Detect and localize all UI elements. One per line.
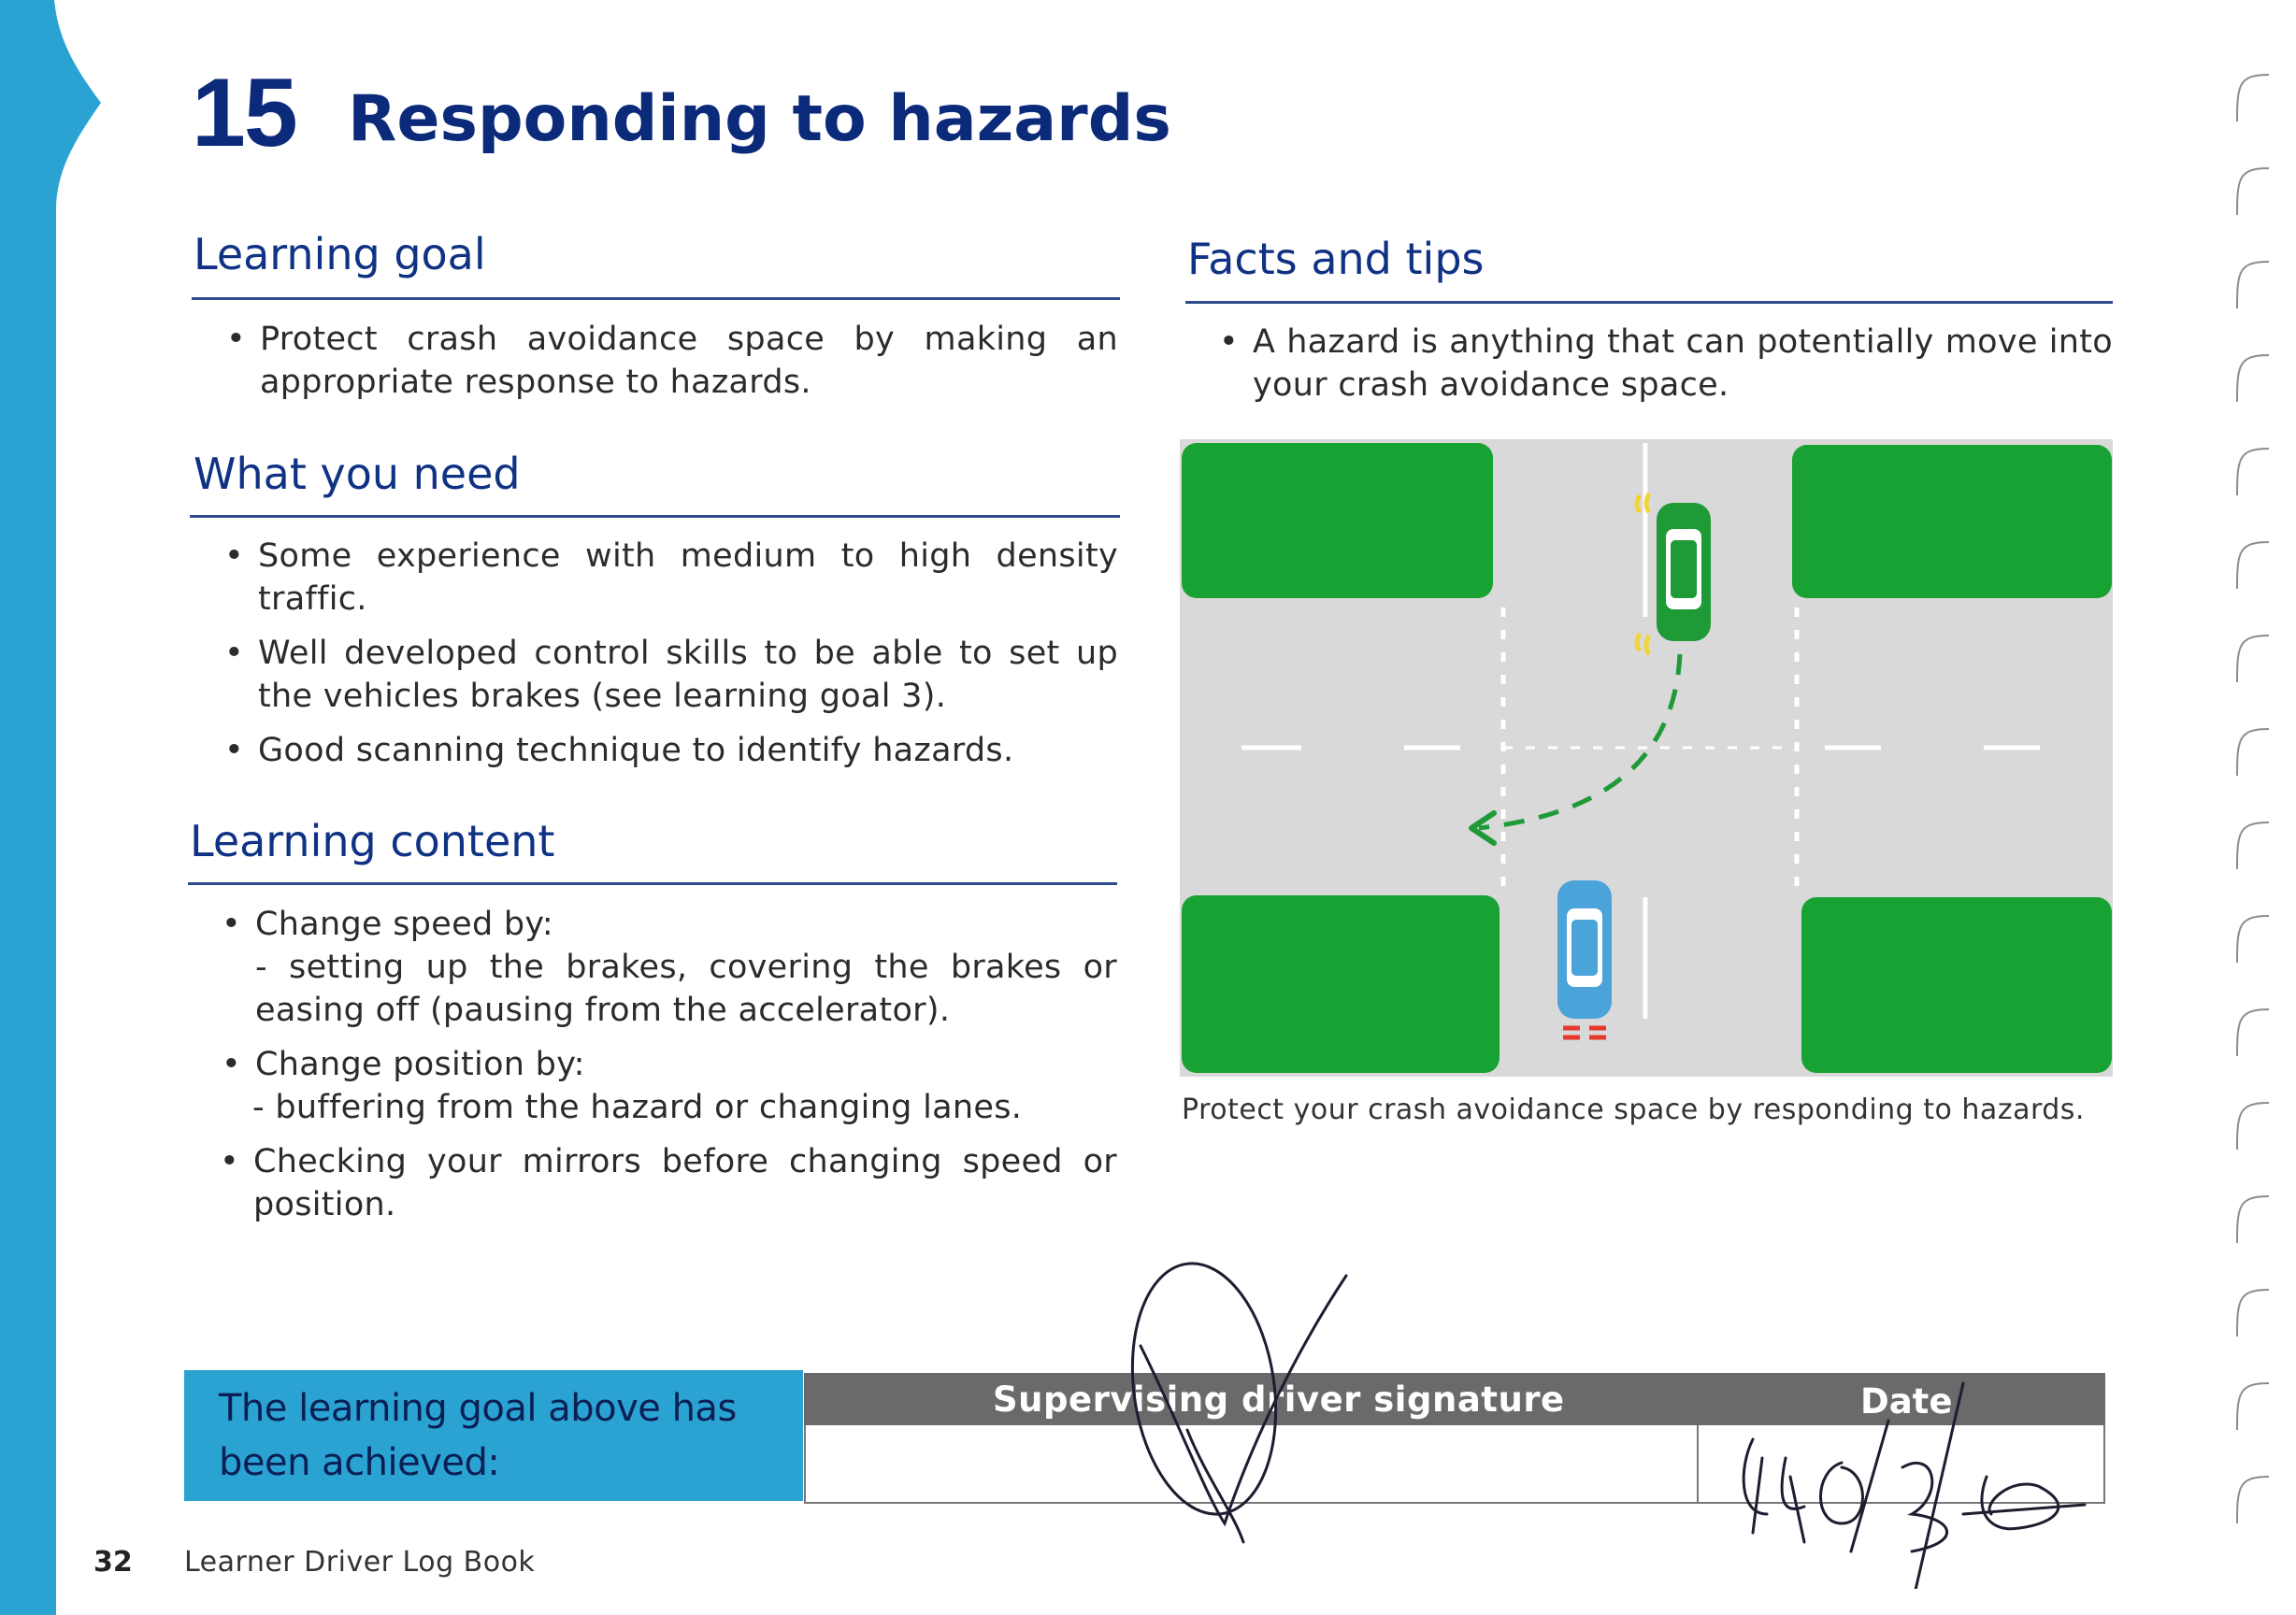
list-item: • Protect crash avoidance space by making an appropriate response to hazards. bbox=[260, 318, 1118, 404]
learning-content-heading: Learning content bbox=[190, 816, 555, 866]
signature-label: Supervising driver signature bbox=[993, 1379, 1565, 1420]
chapter-number: 15 bbox=[192, 59, 296, 167]
bullet: • bbox=[224, 537, 244, 575]
learning-goal-heading: Learning goal bbox=[194, 229, 486, 279]
learning-goal-rule bbox=[192, 297, 1120, 300]
page-number: 32 bbox=[93, 1546, 133, 1579]
list-item: • Good scanning technique to identify hazards. bbox=[258, 729, 1118, 772]
sub-item: - buffering from the hazard or changing lanes. bbox=[252, 1089, 1023, 1126]
handwritten-signature bbox=[1066, 1234, 2150, 1589]
what-you-need-heading: What you need bbox=[194, 449, 521, 499]
list-item: • Change speed by: bbox=[255, 903, 1117, 946]
bullet: • bbox=[1219, 323, 1239, 361]
chapter-title: Responding to hazards bbox=[348, 82, 1171, 156]
bullet: • bbox=[224, 732, 244, 769]
bullet: • bbox=[222, 1046, 241, 1083]
bullet: • bbox=[226, 321, 246, 358]
grass-top-right bbox=[1792, 445, 2112, 598]
grass-bottom-left bbox=[1182, 895, 1500, 1073]
facts-and-tips-heading: Facts and tips bbox=[1187, 234, 1485, 284]
list-item: • A hazard is anything that can potentially move into your crash avoidance space. bbox=[1253, 321, 2113, 407]
learning-content-rule bbox=[188, 882, 1117, 885]
handwritten-date bbox=[1744, 1383, 2085, 1589]
list-item: • Checking your mirrors before changing speed or position. bbox=[253, 1140, 1117, 1226]
bullet: • bbox=[224, 635, 244, 672]
achievement-text: The learning goal above has been achieved: bbox=[219, 1387, 737, 1484]
sub-item: - setting up the brakes, covering the brakes or easing off (pausing from the accelerator). bbox=[255, 949, 1117, 1029]
bullet: • bbox=[220, 1143, 239, 1180]
grass-bottom-right bbox=[1801, 897, 2112, 1073]
book-title: Learner Driver Log Book bbox=[184, 1546, 536, 1579]
date-label: Date bbox=[1860, 1381, 1953, 1422]
diagram-caption: Protect your crash avoidance space by responding to hazards. bbox=[1182, 1093, 2085, 1126]
facts-and-tips-rule bbox=[1185, 301, 2113, 304]
list-item: • Some experience with medium to high density traffic. bbox=[258, 535, 1118, 621]
grass-top-left bbox=[1182, 443, 1493, 598]
what-you-need-rule bbox=[190, 515, 1120, 518]
list-item: • Well developed control skills to be able to set up the vehicles brakes (see learning goal 3). bbox=[258, 632, 1118, 718]
learner-car bbox=[1557, 880, 1612, 1037]
bullet: • bbox=[222, 906, 241, 943]
list-item: • Change position by: bbox=[255, 1043, 1117, 1086]
binding-holes bbox=[2220, 56, 2286, 1551]
intersection-diagram bbox=[1180, 439, 2113, 1077]
page-edge-tab bbox=[0, 0, 103, 1615]
